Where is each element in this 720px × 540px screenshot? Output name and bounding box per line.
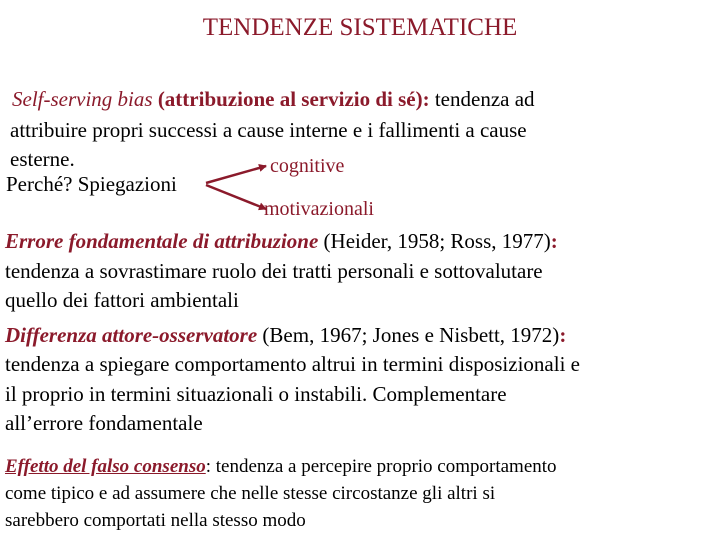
efa-line-2: tendenza a sovrastimare ruolo dei tratti personali e sottovalutare: [5, 259, 543, 283]
efc-term: Effetto del falso consenso: [5, 456, 206, 477]
arrow-to-motivazionali: [206, 185, 266, 209]
dao-term: Differenza attore-osservatore: [5, 323, 258, 347]
efc-line-2: come tipico e ad assumere che nelle stesse circostanze gli altri si: [5, 483, 496, 504]
ssb-line-2: attribuire propri successi a cause interne e i fallimenti a cause: [10, 118, 527, 142]
ssb-branch-cognitive: cognitive: [270, 155, 345, 177]
ssb-why: Perché? Spiegazioni: [6, 172, 177, 196]
page-title: TENDENZE SISTEMATICHE: [202, 14, 518, 41]
dao-line-1: [5, 322, 566, 348]
ssb-term: Self-serving bias: [12, 87, 153, 111]
efa-term: Errore fondamentale di attribuzione: [5, 229, 319, 253]
dao-line-4: all’errore fondamentale: [5, 411, 203, 435]
dao-refs: (Bem, 1967; Jones e Nisbett, 1972): [257, 323, 560, 347]
dao-line-3: il proprio in termini situazionali o instabili. Complementare: [5, 382, 507, 406]
ssb-line-3: esterne.: [10, 147, 75, 171]
arrow-to-cognitive: [206, 166, 266, 183]
ssb-def-1: tendenza ad: [429, 87, 535, 111]
efc-def-1: : tendenza a percepire proprio comportamento: [205, 456, 557, 477]
efa-colon: :: [550, 229, 558, 253]
efc-line-3: sarebbero comportati nella stesso modo: [5, 510, 306, 531]
ssb-branch-motivazionali: motivazionali: [264, 198, 374, 220]
dao-line-2: tendenza a spiegare comportamento altrui in termini disposizionali e: [5, 352, 580, 376]
efa-refs: (Heider, 1958; Ross, 1977): [318, 229, 551, 253]
dao-colon: :: [559, 323, 567, 347]
efc-line-1: [5, 455, 557, 479]
efa-line-1: [5, 228, 558, 254]
ssb-paren: (attribuzione al servizio di sé):: [157, 87, 430, 111]
efa-line-3: quello dei fattori ambientali: [5, 288, 239, 312]
